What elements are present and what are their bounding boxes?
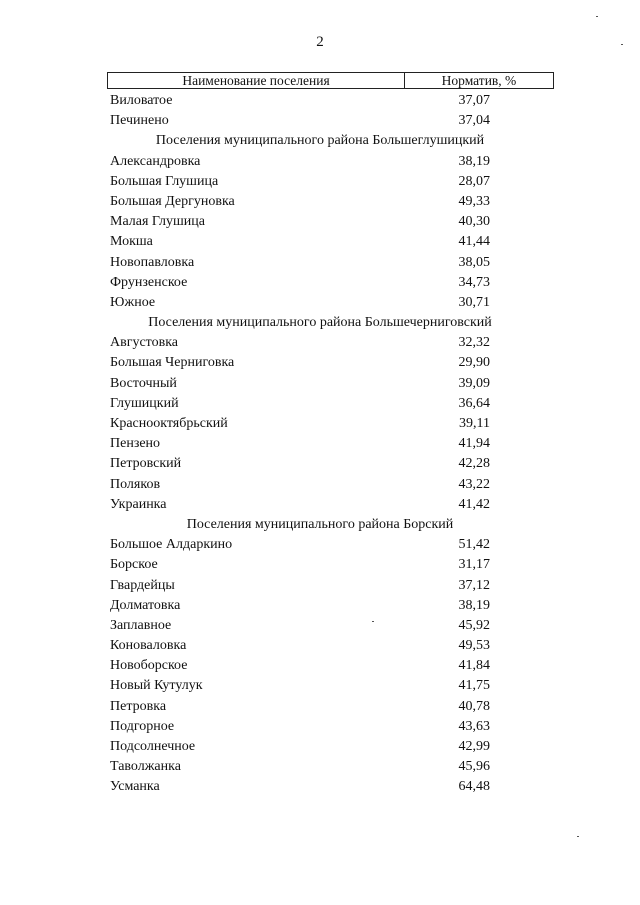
table-row xyxy=(0,212,640,232)
normative-value: 36,64 xyxy=(458,395,490,411)
table-row xyxy=(0,434,640,454)
settlement-name: Гвардейцы xyxy=(110,577,175,593)
table-row xyxy=(0,91,640,111)
normative-value: 40,30 xyxy=(458,214,490,230)
settlement-name: Южное xyxy=(110,294,156,310)
table-row xyxy=(0,777,640,797)
settlement-name: Подгорное xyxy=(110,718,175,734)
normative-value: 38,19 xyxy=(458,597,490,613)
settlement-name: Виловатое xyxy=(110,93,173,108)
settlement-name: Краснооктябрьский xyxy=(110,416,228,431)
table-row xyxy=(0,293,640,313)
settlement-name: Новопавловка xyxy=(110,254,195,270)
table-row xyxy=(0,152,640,172)
table-row xyxy=(0,576,640,596)
settlement-name: Фрунзенское xyxy=(110,274,188,290)
normative-value: 39,11 xyxy=(459,416,490,431)
normative-value: 64,48 xyxy=(458,779,490,795)
settlement-name: Большая Черниговка xyxy=(110,355,235,371)
settlement-name: Пензено xyxy=(110,436,161,452)
normative-value: 45,92 xyxy=(458,617,490,633)
normative-value: 32,32 xyxy=(458,335,490,351)
table-row xyxy=(0,535,640,555)
normative-value: 40,78 xyxy=(458,698,490,714)
normative-value: 39,09 xyxy=(458,375,490,391)
settlement-name: Таволжанка xyxy=(110,759,181,775)
table-row xyxy=(0,273,640,293)
table-header xyxy=(107,72,554,89)
settlement-name: Петровка xyxy=(110,698,167,714)
scan-speck xyxy=(577,836,579,837)
settlement-name: Борское xyxy=(110,557,158,573)
table-row xyxy=(0,414,640,434)
settlement-name: Печинено xyxy=(110,113,169,129)
settlement-name: Петровский xyxy=(110,456,182,472)
settlements-table xyxy=(0,91,640,798)
settlement-name: Новоборское xyxy=(110,658,188,674)
settlement-name: Украинка xyxy=(110,496,167,512)
normative-value: 28,07 xyxy=(458,173,490,189)
table-row xyxy=(0,697,640,717)
normative-value: 45,96 xyxy=(458,759,490,775)
normative-value: 29,90 xyxy=(458,355,490,371)
group-heading-text: Поселения муниципального района Большеглушицкий xyxy=(155,133,485,149)
table-row xyxy=(0,495,640,515)
settlement-name: Восточный xyxy=(110,375,177,391)
table-row xyxy=(0,394,640,414)
normative-value: 41,84 xyxy=(458,658,490,674)
table-row xyxy=(0,253,640,273)
normative-value: 42,99 xyxy=(458,739,490,754)
settlement-name: Поляков xyxy=(110,476,161,492)
normative-value: 30,71 xyxy=(458,294,490,310)
settlement-name: Большое Алдаркино xyxy=(110,537,233,553)
settlement-name: Новый Кутулук xyxy=(110,678,203,694)
group-heading-text: Поселения муниципального района Большечерниговский xyxy=(148,315,492,331)
table-row xyxy=(0,757,640,777)
group-heading xyxy=(0,131,640,151)
normative-value: 37,12 xyxy=(458,577,490,593)
table-row xyxy=(0,232,640,252)
settlement-name: Августовка xyxy=(110,335,179,351)
table-row xyxy=(0,616,640,636)
scan-speck xyxy=(372,621,374,622)
group-heading-text: Поселения муниципального района Борский xyxy=(186,516,454,532)
settlement-name: Заплавное xyxy=(110,617,172,633)
header-normative: Норматив, % xyxy=(441,73,517,88)
normative-value: 34,73 xyxy=(458,274,490,290)
page-number: 2 xyxy=(316,34,324,50)
settlement-name: Усманка xyxy=(110,779,160,795)
table-row xyxy=(0,454,640,474)
table-row xyxy=(0,192,640,212)
normative-value: 41,44 xyxy=(458,234,490,250)
normative-value: 51,42 xyxy=(458,537,490,553)
scan-speck xyxy=(621,44,623,45)
table-row xyxy=(0,717,640,737)
normative-value: 41,42 xyxy=(458,496,490,512)
settlement-name: Долматовка xyxy=(110,597,181,613)
table-row xyxy=(0,596,640,616)
settlement-name: Александровка xyxy=(110,153,201,169)
table-row xyxy=(0,656,640,676)
normative-value: 49,53 xyxy=(458,638,490,654)
table-row xyxy=(0,374,640,394)
settlement-name: Мокша xyxy=(110,234,153,250)
settlement-name: Малая Глушица xyxy=(110,214,205,230)
normative-value: 38,05 xyxy=(458,254,490,270)
settlement-name: Глушицкий xyxy=(110,395,179,411)
table-row xyxy=(0,172,640,192)
normative-value: 49,33 xyxy=(458,193,490,209)
group-heading xyxy=(0,313,640,333)
normative-value: 42,28 xyxy=(458,456,490,472)
header-settlement-name: Наименование поселения xyxy=(108,73,405,88)
settlement-name: Большая Глушица xyxy=(110,173,219,189)
table-row xyxy=(0,636,640,656)
table-row xyxy=(0,676,640,696)
normative-value: 37,07 xyxy=(458,93,490,108)
settlement-name: Подсолнечное xyxy=(110,739,196,754)
normative-value: 38,19 xyxy=(458,153,490,169)
table-row xyxy=(0,111,640,131)
table-row xyxy=(0,555,640,575)
settlement-name: Коноваловка xyxy=(110,638,187,654)
table-row xyxy=(0,333,640,353)
normative-value: 41,94 xyxy=(458,436,490,452)
normative-value: 43,22 xyxy=(458,476,490,492)
group-heading xyxy=(0,515,640,535)
normative-value: 41,75 xyxy=(458,678,490,694)
normative-value: 37,04 xyxy=(458,113,490,129)
settlement-name: Большая Дергуновка xyxy=(110,193,235,209)
table-row xyxy=(0,737,640,757)
normative-value: 31,17 xyxy=(458,557,490,573)
normative-value: 43,63 xyxy=(458,718,490,734)
scan-speck xyxy=(596,16,598,17)
table-row xyxy=(0,353,640,373)
table-row xyxy=(0,475,640,495)
